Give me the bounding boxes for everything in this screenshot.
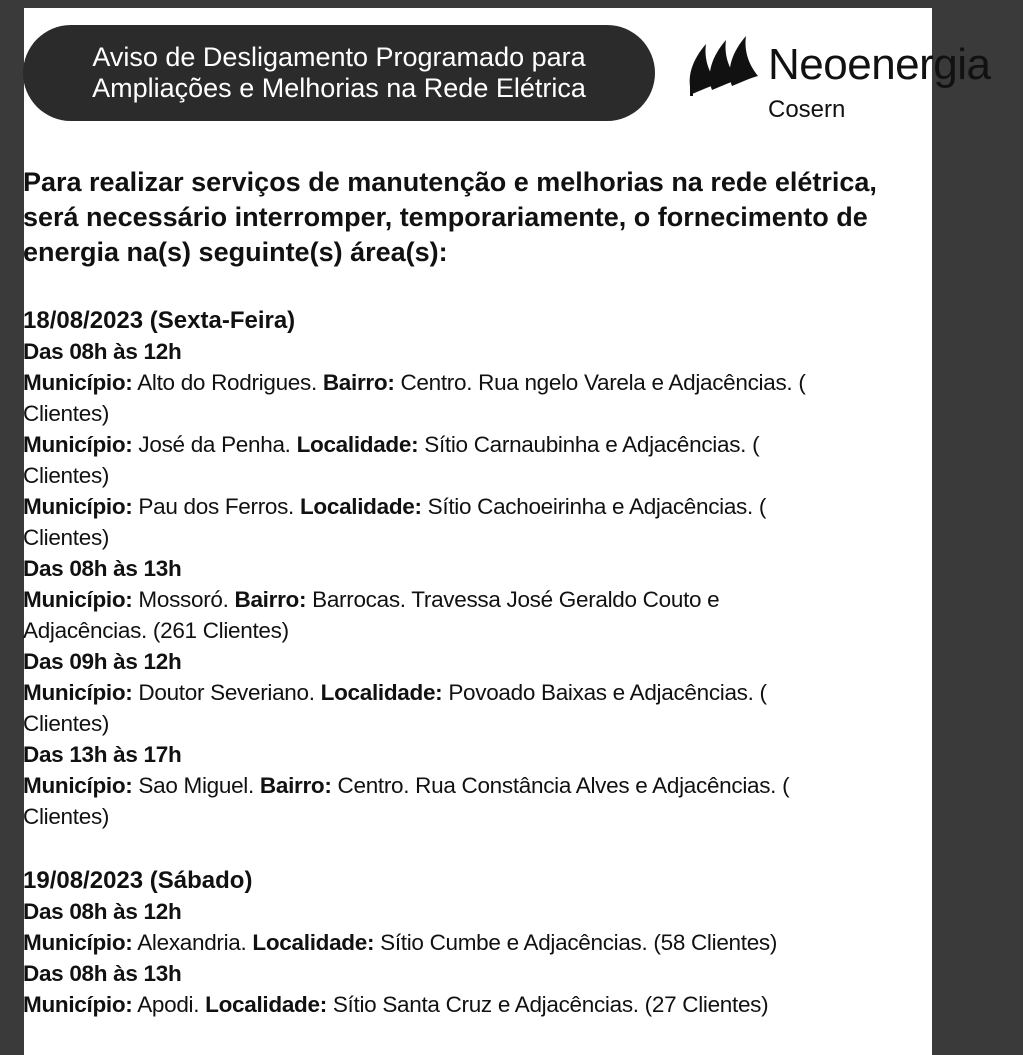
- area-label: Bairro:: [322, 370, 395, 395]
- municipio-label: Município:: [23, 587, 133, 612]
- time-slot: Das 08h às 12h: [23, 339, 182, 364]
- intro-line: será necessário interromper, temporariamente, o fornecimento de: [23, 202, 868, 232]
- municipio-label: Município:: [23, 370, 133, 395]
- area-detail: Sítio Cumbe e Adjacências. (58 Clientes): [374, 930, 778, 955]
- outage-entry: [23, 429, 1023, 491]
- area-label: Bairro:: [234, 587, 307, 612]
- time-slot: Das 08h às 12h: [23, 899, 182, 924]
- time-slot: Das 09h às 12h: [23, 649, 182, 674]
- municipio-name: Doutor Severiano.: [132, 680, 321, 705]
- municipio-label: Município:: [23, 494, 133, 519]
- area-detail: Povoado Baixas e Adjacências. (: [442, 680, 767, 705]
- brand-name: Neoenergia: [768, 40, 991, 89]
- notice-title-line2: Ampliações e Melhorias na Rede Elétrica: [92, 73, 586, 103]
- company-logo: [684, 28, 991, 128]
- entry-continuation: Adjacências. (261 Clientes): [23, 618, 289, 643]
- day-date: 18/08/2023 (Sexta-Feira): [23, 307, 296, 334]
- area-label: Localidade:: [296, 432, 419, 457]
- entry-line: [23, 770, 1023, 801]
- area-label: Bairro:: [259, 773, 332, 798]
- municipio-label: Município:: [23, 930, 133, 955]
- municipio-label: Município:: [23, 680, 133, 705]
- intro-line: Para realizar serviços de manutenção e melhorias na rede elétrica,: [23, 167, 877, 197]
- entry-line: [23, 491, 1023, 522]
- municipio-name: José da Penha.: [132, 432, 297, 457]
- area-detail: Sítio Carnaubinha e Adjacências. (: [418, 432, 760, 457]
- time-slot: Das 08h às 13h: [23, 556, 182, 581]
- area-detail: Sítio Cachoeirinha e Adjacências. (: [421, 494, 767, 519]
- municipio-name: Apodi.: [132, 992, 206, 1017]
- brand-subtitle: Cosern: [768, 96, 846, 123]
- outage-entry: [23, 367, 1023, 429]
- entry-continuation: Clientes): [23, 804, 110, 829]
- area-detail: Sítio Santa Cruz e Adjacências. (27 Clientes): [326, 992, 769, 1017]
- municipio-name: Sao Miguel.: [132, 773, 260, 798]
- outage-entry: [23, 927, 1023, 958]
- area-label: Localidade:: [320, 680, 443, 705]
- area-label: Localidade:: [205, 992, 327, 1017]
- outage-entry: [23, 677, 1023, 739]
- entry-continuation: Clientes): [23, 463, 110, 488]
- day-spacer: [23, 832, 1023, 866]
- area-label: Localidade:: [299, 494, 422, 519]
- entry-line: [23, 367, 1023, 398]
- neoenergia-flame-icon: [684, 34, 764, 98]
- entry-continuation: Clientes): [23, 525, 110, 550]
- area-label: Localidade:: [252, 930, 375, 955]
- intro-paragraph: [23, 165, 1023, 270]
- outage-entry: [23, 989, 1023, 1020]
- entry-line: [23, 429, 1023, 460]
- top-border: [0, 0, 932, 8]
- entry-line: [23, 927, 1023, 958]
- outage-entry: [23, 491, 1023, 553]
- municipio-label: Município:: [23, 432, 133, 457]
- notice-title-banner: [23, 25, 655, 121]
- municipio-name: Alto do Rodrigues.: [132, 370, 323, 395]
- municipio-name: Mossoró.: [132, 587, 235, 612]
- municipio-label: Município:: [23, 773, 133, 798]
- entry-line: [23, 989, 1023, 1020]
- outage-entry: [23, 770, 1023, 832]
- municipio-name: Alexandria.: [132, 930, 253, 955]
- time-slot: Das 13h às 17h: [23, 742, 182, 767]
- area-detail: Barrocas. Travessa José Geraldo Couto e: [306, 587, 720, 612]
- intro-line: energia na(s) seguinte(s) área(s):: [23, 237, 448, 267]
- entry-line: [23, 677, 1023, 708]
- area-detail: Centro. Rua ngelo Varela e Adjacências. (: [394, 370, 806, 395]
- outage-entry: [23, 584, 1023, 646]
- time-slot: Das 08h às 13h: [23, 961, 182, 986]
- entry-line: [23, 584, 1023, 615]
- entry-continuation: Clientes): [23, 401, 110, 426]
- municipio-label: Município:: [23, 992, 133, 1017]
- day-date: 19/08/2023 (Sábado): [23, 867, 253, 894]
- schedule-list: [23, 306, 1023, 1020]
- municipio-name: Pau dos Ferros.: [132, 494, 300, 519]
- entry-continuation: Clientes): [23, 711, 110, 736]
- notice-title-line1: Aviso de Desligamento Programado para: [92, 42, 586, 72]
- area-detail: Centro. Rua Constância Alves e Adjacências. (: [331, 773, 790, 798]
